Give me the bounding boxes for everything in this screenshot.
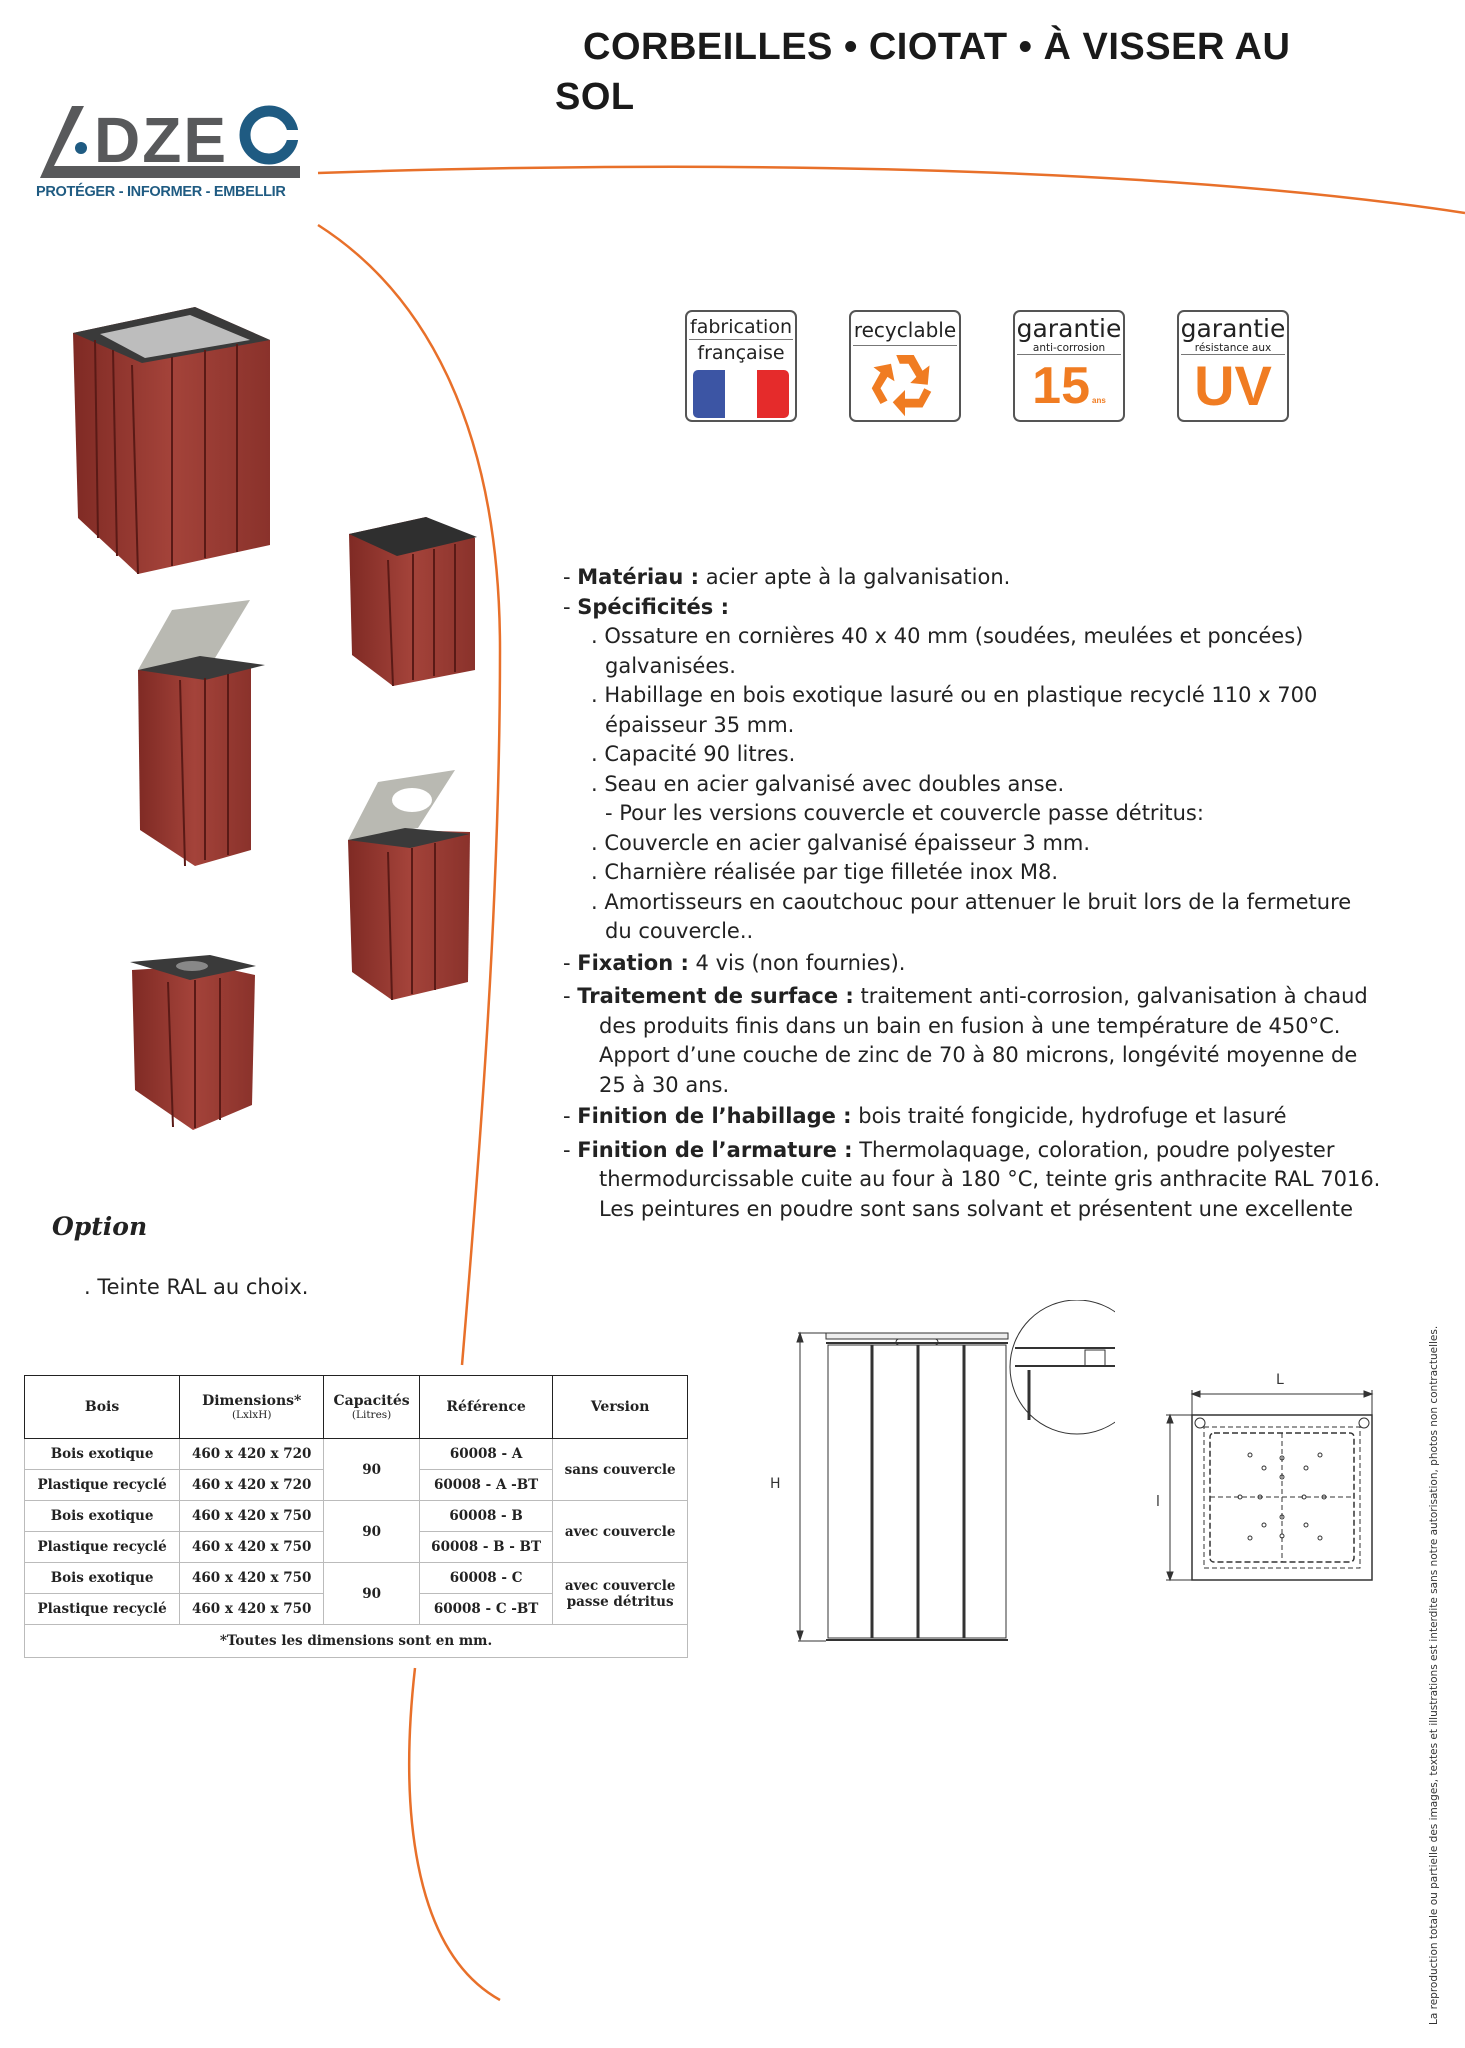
spec-item: . Ossature en cornières 40 x 40 mm (soudées, meulées et poncées) [591,624,1304,648]
spec-value: bois traité fongicide, hydrofuge et lasuré [858,1104,1287,1128]
spec-item: du couvercle.. [605,919,754,943]
uv-label: UV [1194,354,1272,417]
cell-capacite: 90 [324,1563,420,1625]
height-label: H [770,1476,781,1492]
col-header-capacites: Capacités (Litres) [324,1376,420,1439]
table-footnote: *Toutes les dimensions sont en mm. [25,1625,688,1658]
table-row [25,1439,688,1470]
cell-reference: 60008 - B - BT [419,1532,552,1563]
badge-resistance-label: résistance aux [1194,342,1272,354]
bin-lid-passe-detritus-closed-photo [130,955,256,1130]
width-label: l [1156,1494,1160,1510]
spec-item: épaisseur 35 mm. [605,712,795,737]
option-item: . Teinte RAL au choix. [84,1275,309,1299]
spec-label: Fixation : [577,950,689,975]
spec-value: traitement anti-corrosion, galvanisation à chaud [860,984,1368,1008]
spec-line: thermodurcissable cuite au four à 180 °C, teinte gris anthracite RAL 7016. [599,1167,1381,1191]
cell-version: avec couvercle [553,1501,688,1563]
spec-line: Apport d’une couche de zinc de 70 à 80 microns, longévité moyenne de [599,1043,1358,1067]
cell-bois: Plastique recyclé [25,1470,180,1501]
spec-line: des produits finis dans un bain en fusion à une température de 450°C. [599,1013,1341,1038]
product-photos [0,280,480,1160]
cell-bois: Plastique recyclé [25,1594,180,1625]
spec-materiau: - Matériau : acier apte à la galvanisation. [563,565,1011,589]
table-footnote-row [25,1625,688,1658]
spec-item: galvanisées. [605,653,736,678]
warranty-unit: ans [1092,396,1106,405]
spec-label: Finition de l’armature : [577,1137,853,1162]
cell-dimensions: 460 x 420 x 750 [180,1563,324,1594]
spec-habillage: - Finition de l’habillage : bois traité fongicide, hydrofuge et lasuré [563,1104,1287,1128]
spec-item: . Capacité 90 litres. [591,742,796,766]
badge-francaise-label: française [697,342,785,364]
bin-lid-open-photo [138,600,265,866]
badge-fabrication-label: fabrication [690,316,792,338]
spec-traitement: - Traitement de surface : traitement anti-corrosion, galvanisation à chaud [563,984,1368,1008]
badge-fabrication-francaise [685,310,797,422]
brand-tagline: PROTÉGER - INFORMER - EMBELLIR [36,184,286,200]
spec-fixation: - Fixation : 4 vis (non fournies). [563,950,906,975]
spec-value: 4 vis (non fournies). [695,950,906,975]
cell-dimensions: 460 x 420 x 750 [180,1501,324,1532]
cell-dimensions: 460 x 420 x 720 [180,1439,324,1470]
recycle-icon [860,348,950,418]
spec-label: Matériau : [577,565,699,589]
french-flag-icon [693,370,789,418]
badge-garantie-label: garantie [1016,314,1122,343]
cell-reference: 60008 - A [419,1439,552,1470]
cell-reference: 60008 - B [419,1501,552,1532]
spec-line: Les peintures en poudre sont sans solvant et présentent une excellente [599,1196,1354,1221]
table-header-row [25,1376,688,1439]
title-line-2: SOL [555,76,635,118]
spec-value: Thermolaquage, coloration, poudre polyester [859,1137,1335,1162]
cell-reference: 60008 - C [419,1563,552,1594]
bin-lid-passe-detritus-open-photo [348,770,470,1000]
badge-garantie-uv [1177,310,1289,422]
badge-anti-corrosion-label: anti-corrosion [1032,342,1106,354]
spec-line: 25 à 30 ans. [599,1072,730,1097]
spec-label: Traitement de surface : [577,984,854,1008]
warranty-years: 15 [1032,357,1091,415]
cell-dimensions: 460 x 420 x 750 [180,1532,324,1563]
cell-reference: 60008 - A -BT [419,1470,552,1501]
cell-bois: Bois exotique [25,1439,180,1470]
bottom-arc-curve [409,1668,500,2000]
table-row [25,1501,688,1532]
cell-dimensions: 460 x 420 x 720 [180,1470,324,1501]
bin-lid-closed-photo [349,517,477,686]
spec-label: Finition de l’habillage : [577,1104,852,1128]
spec-item: . Charnière réalisée par tige filletée inox M8. [591,860,1059,884]
top-view-drawing [1140,1360,1420,1600]
table-row [25,1563,688,1594]
specifications [563,563,1403,1224]
option-heading: Option [52,1212,148,1241]
col-header-reference: Référence [419,1376,552,1439]
cell-version: sans couvercle [553,1439,688,1501]
cell-bois: Plastique recyclé [25,1532,180,1563]
cell-capacite: 90 [324,1439,420,1501]
badge-garantie-anti-corrosion [1013,310,1125,422]
spec-item: . Amortisseurs en caoutchouc pour attenuer le bruit lors de la fermeture [591,889,1352,914]
badge-garantie-label: garantie [1180,314,1286,343]
col-header-version: Version [553,1376,688,1439]
product-reference-table [24,1375,688,1658]
cell-bois: Bois exotique [25,1563,180,1594]
badge-recyclable-label: recyclable [853,318,957,342]
svg-text:DZE: DZE [94,104,228,176]
badge-recyclable [849,310,961,422]
length-label: L [1276,1372,1284,1388]
spec-item: . Couvercle en acier galvanisé épaisseur 3 mm. [591,830,1091,855]
cell-dimensions: 460 x 420 x 750 [180,1594,324,1625]
col-header-bois: Bois [25,1376,180,1439]
header-curve [318,167,1465,213]
spec-item: . Habillage en bois exotique lasuré ou en plastique recyclé 110 x 700 [591,683,1318,707]
cell-reference: 60008 - C -BT [419,1594,552,1625]
spec-item: . Seau en acier galvanisé avec doubles anse. [591,771,1065,796]
cell-bois: Bois exotique [25,1501,180,1532]
page-title [555,22,1315,122]
legal-notice: La reproduction totale ou partielle des images, textes et illustrations est interdite sans notre autorisation, photos non contractuelles. [1428,1325,1440,2025]
cell-version: avec couvercle passe détritus [553,1563,688,1625]
spec-label: Spécificités : [577,594,730,619]
col-header-dimensions: Dimensions* (LxlxH) [180,1376,324,1439]
spec-specificites: - Spécificités : [563,594,730,619]
spec-armature: - Finition de l’armature : Thermolaquage, coloration, poudre polyester [563,1137,1335,1162]
spec-item: - Pour les versions couvercle et couvercle passe détritus: [605,801,1204,825]
bin-open-photo [73,307,270,574]
spec-value: acier apte à la galvanisation. [705,565,1011,589]
title-line-1: CORBEILLES • CIOTAT • À VISSER AU [583,26,1291,68]
front-elevation-drawing [770,1300,1115,1650]
cell-capacite: 90 [324,1501,420,1563]
